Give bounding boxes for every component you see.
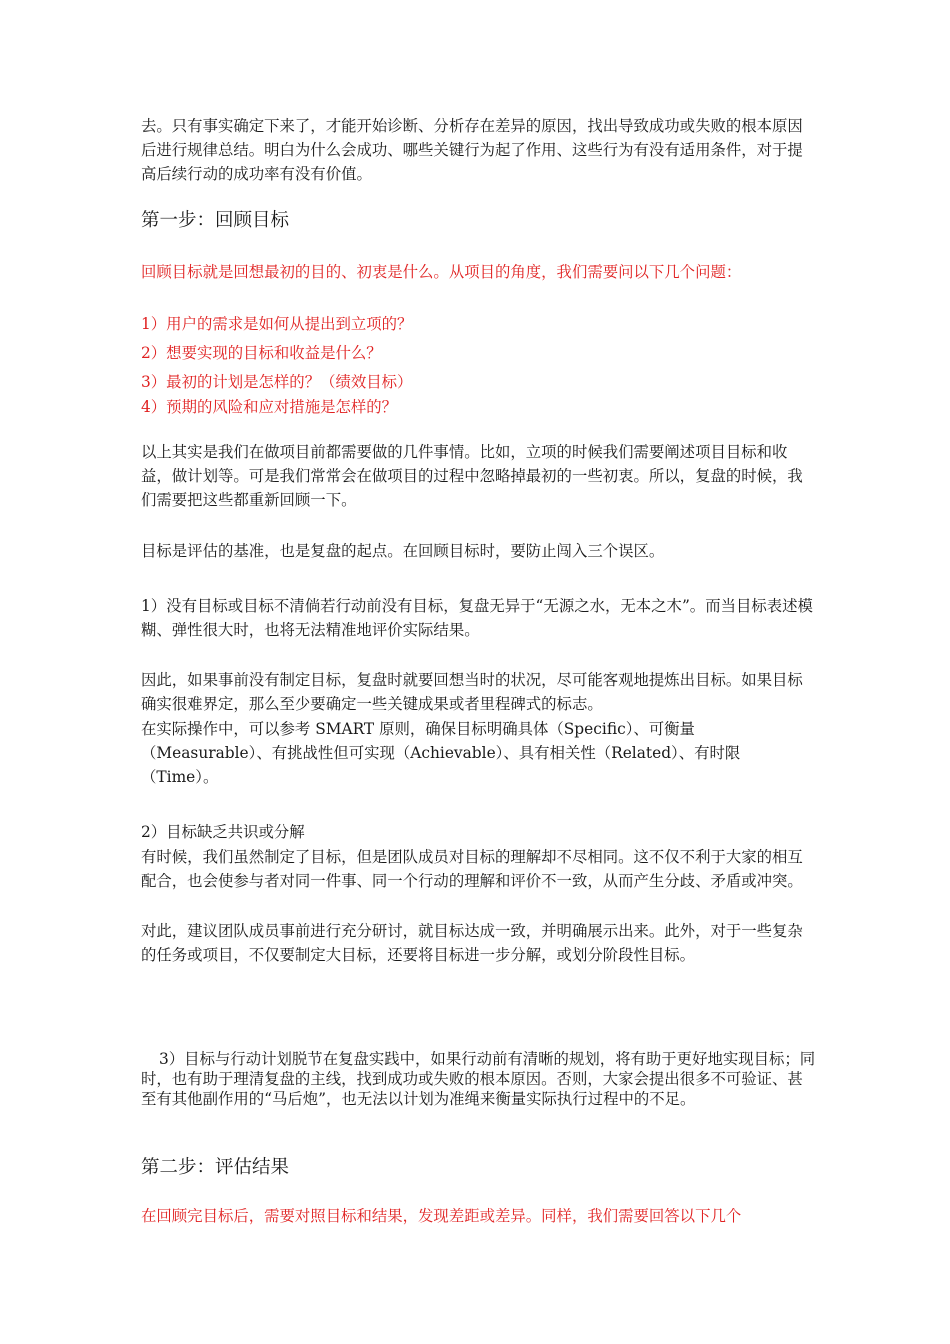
- paragraph-above: 以上其实是我们在做项目前都需要做的几件事情。比如，立项的时候我们需要阐述项目目标和收益，做计划等。可是我们常常会在做项目的过程中忽略掉最初的一些初衷。所以，复盘的时候，我们需要把这些都重新回顾一下。: [141, 443, 803, 509]
- step2-intro: 在回顾完目标后，需要对照目标和结果，发现差距或差异。同样，我们需要回答以下几个: [141, 1207, 742, 1225]
- mistake-1: 1）没有目标或目标不清倘若行动前没有目标，复盘无异于“无源之水，无本之木”。而当目标表述模糊、弹性很大时，也将无法精准地评价实际结果。: [141, 597, 813, 639]
- step1-intro: 回顾目标就是回想最初的目的、初衷是什么。从项目的角度，我们需要问以下几个问题：: [141, 263, 742, 281]
- question-2: 2）想要实现的目标和收益是什么？: [141, 344, 382, 362]
- question-4: 4）预期的风险和应对措施是怎样的？: [141, 398, 398, 416]
- mistake-2-title: 2）目标缺乏共识或分解: [141, 823, 305, 841]
- question-1: 1）用户的需求是如何从提出到立项的？: [141, 315, 413, 333]
- question-3: 3）最初的计划是怎样的？（绩效目标）: [141, 373, 413, 391]
- mistake-1-paragraph-2: 在实际操作中，可以参考 SMART 原则，确保目标明确具体（Specific）、可衡量（Measurable）、有挑战性但可实现（Achievable）、具有相关性（Related）、有时限（Time）。: [141, 720, 741, 786]
- mistake-3: 3）目标与行动计划脱节在复盘实践中，如果行动前有清晰的规划，将有助于更好地实现目标；同时，也有助于理清复盘的主线，找到成功或失败的根本原因。否则，大家会提出很多不可验证、甚至有其他副作用的“马后炮”，也无法以计划为准绳来衡量实际执行过程中的不足。: [141, 1050, 816, 1108]
- intro-paragraph: 去。只有事实确定下来了，才能开始诊断、分析存在差异的原因，找出导致成功或失败的根本原因后进行规律总结。明白为什么会成功、哪些关键行为起了作用、这些行为有没有适用条件，对于提高后续行动的成功率有没有价值。: [141, 117, 803, 183]
- step1-heading: 第一步：回顾目标: [141, 210, 290, 231]
- step2-heading: 第二步：评估结果: [141, 1157, 290, 1178]
- mistake-2-paragraph-2: 对此，建议团队成员事前进行充分研讨，就目标达成一致，并明确展示出来。此外，对于一些复杂的任务或项目，不仅要制定大目标，还要将目标进一步分解，或划分阶段性目标。: [141, 922, 803, 964]
- paragraph-baseline: 目标是评估的基准，也是复盘的起点。在回顾目标时，要防止闯入三个误区。: [141, 542, 665, 560]
- mistake-1-paragraph-1: 因此，如果事前没有制定目标，复盘时就要回想当时的状况，尽可能客观地提炼出目标。如果目标确实很难界定，那么至少要确定一些关键成果或者里程碑式的标志。: [141, 671, 803, 713]
- mistake-2-paragraph-1: 有时候，我们虽然制定了目标，但是团队成员对目标的理解却不尽相同。这不仅不利于大家的相互配合，也会使参与者对同一件事、同一个行动的理解和评价不一致，从而产生分歧、矛盾或冲突。: [141, 848, 803, 890]
